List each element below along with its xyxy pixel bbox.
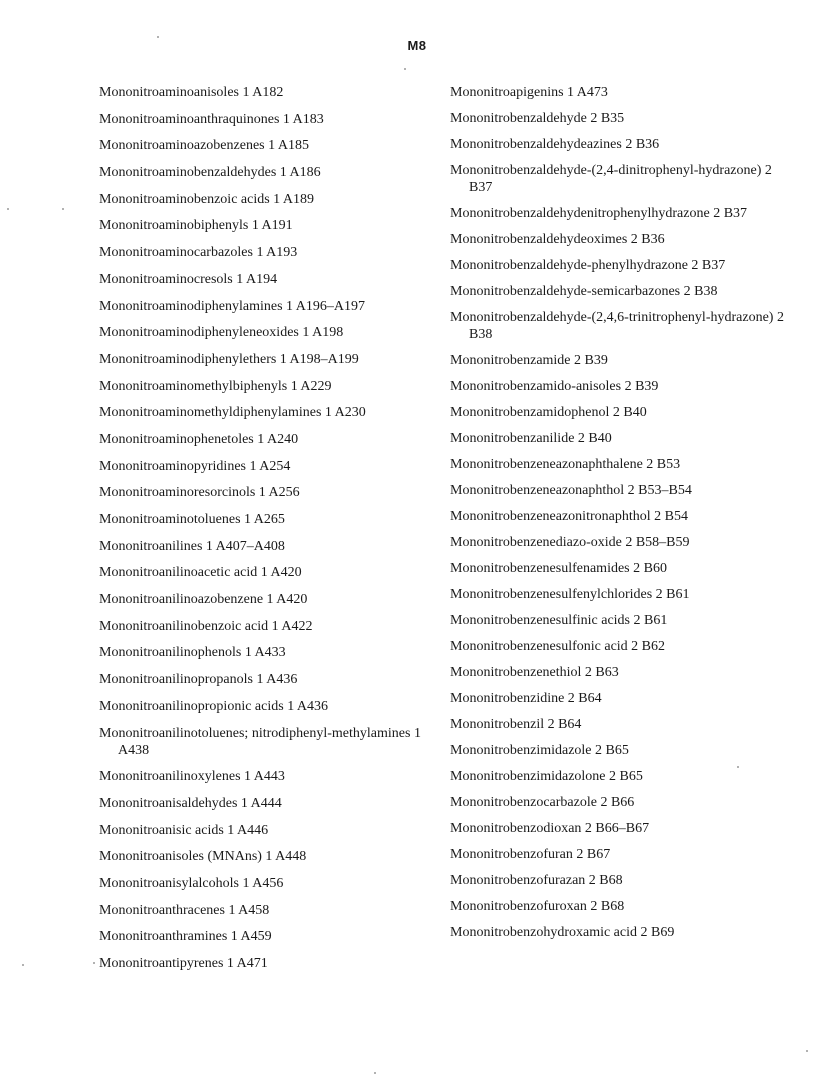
index-entry: Mononitroantipyrenes 1 A471 — [99, 956, 268, 971]
index-entry: Mononitrobenzaldehyde-semicarbazones 2 B38 — [450, 284, 718, 299]
index-column-left — [99, 84, 444, 982]
index-entry: Mononitroapigenins 1 A473 — [450, 85, 608, 100]
index-entry: Mononitroanilinopropanols 1 A436 — [99, 672, 298, 688]
index-entry: Mononitroanilinopropionic acids 1 A436 — [99, 698, 329, 714]
index-entry: Mononitrobenzenesulfinic acids 2 B61 — [450, 613, 668, 628]
index-entry: Mononitrobenzaldehyde-phenylhydrazone 2 B37 — [450, 258, 726, 273]
index-entry: Mononitrobenzofuran 2 B67 — [450, 847, 611, 862]
scan-speck — [157, 36, 159, 38]
index-entry: Mononitroaminobiphenyls 1 A191 — [99, 218, 293, 234]
index-entry: Mononitroaminopyridines 1 A254 — [99, 458, 291, 474]
index-entry: Mononitrobenzenesulfonic acid 2 B62 — [450, 639, 666, 654]
index-column-right — [450, 84, 795, 950]
scan-speck — [22, 964, 24, 966]
index-entry: Mononitrobenzenesulfenylchlorides 2 B61 — [450, 587, 690, 602]
index-entry: Mononitrobenzamide 2 B39 — [450, 353, 608, 368]
index-entry: Mononitroanthramines 1 A459 — [99, 929, 272, 945]
index-entry: Mononitroanilinoxylenes 1 A443 — [99, 769, 285, 785]
index-entry: Mononitroanisic acids 1 A446 — [99, 822, 269, 838]
index-entry: Mononitrobenzaldehydeazines 2 B36 — [450, 137, 660, 152]
index-entry: Mononitrobenzimidazolone 2 B65 — [450, 769, 643, 784]
index-entry: Mononitrobenzofurazan 2 B68 — [450, 873, 623, 888]
scan-speck — [93, 962, 95, 964]
index-entry: Mononitroanilinoazobenzene 1 A420 — [99, 592, 308, 608]
index-entry: Mononitrobenzamido-anisoles 2 B39 — [450, 379, 659, 394]
index-entry: Mononitroaminocarbazoles 1 A193 — [99, 245, 298, 261]
index-entry: Mononitroaminobenzaldehydes 1 A186 — [99, 165, 321, 181]
index-entry: Mononitrobenzocarbazole 2 B66 — [450, 795, 635, 810]
index-entry: Mononitrobenzanilide 2 B40 — [450, 431, 612, 446]
index-entry: Mononitroaminoresorcinols 1 A256 — [99, 485, 300, 501]
index-entry: Mononitroanilinophenols 1 A433 — [99, 645, 286, 661]
index-entry: Mononitrobenzeneazonaphthalene 2 B53 — [450, 457, 681, 472]
index-entry: Mononitrobenzenesulfenamides 2 B60 — [450, 561, 667, 576]
index-entry: Mononitrobenzenediazo-oxide 2 B58–B59 — [450, 535, 690, 550]
index-entry: Mononitroanilinobenzoic acid 1 A422 — [99, 618, 313, 634]
scan-speck — [7, 208, 9, 210]
index-entry: Mononitroanilinoacetic acid 1 A420 — [99, 565, 302, 581]
page-number: M8 — [407, 38, 427, 53]
index-entry: Mononitrobenzamidophenol 2 B40 — [450, 405, 647, 420]
index-entry: Mononitroaminodiphenylamines 1 A196–A197 — [99, 298, 365, 314]
index-entry: Mononitroaminobenzoic acids 1 A189 — [99, 191, 315, 207]
index-entry: Mononitrobenzeneazonaphthol 2 B53–B54 — [450, 483, 692, 498]
index-entry: Mononitroanthracenes 1 A458 — [99, 902, 270, 918]
scan-speck — [374, 1072, 376, 1074]
scan-speck — [737, 766, 739, 768]
index-entry: Mononitrobenzimidazole 2 B65 — [450, 743, 629, 758]
index-entry: Mononitroaminotoluenes 1 A265 — [99, 512, 285, 527]
index-entry: Mononitroanisoles (MNAns) 1 A448 — [99, 849, 307, 865]
index-entry: Mononitrobenzohydroxamic acid 2 B69 — [450, 925, 675, 940]
index-entry: Mononitroaminodiphenylethers 1 A198–A199 — [99, 351, 359, 367]
index-entry: Mononitrobenzaldehydenitrophenylhydrazone 2 B37 — [450, 206, 748, 221]
scan-speck — [404, 68, 406, 70]
index-entry: Mononitrobenzaldehydeoximes 2 B36 — [450, 232, 665, 247]
index-entry: Mononitrobenzaldehyde 2 B35 — [450, 111, 625, 126]
index-entry: Mononitrobenzidine 2 B64 — [450, 691, 602, 706]
index-entry: Mononitroaminomethyldiphenylamines 1 A230 — [99, 405, 366, 421]
index-entry: Mononitroaminoanthraquinones 1 A183 — [99, 111, 324, 127]
scan-speck — [62, 208, 64, 210]
index-entry: Mononitroaminoanisoles 1 A182 — [99, 85, 284, 100]
index-entry: Mononitroaminomethylbiphenyls 1 A229 — [99, 378, 332, 394]
index-entry: Mononitrobenzodioxan 2 B66–B67 — [450, 821, 650, 836]
index-entry: Mononitroanilines 1 A407–A408 — [99, 538, 285, 554]
index-entry: Mononitrobenzeneazonitronaphthol 2 B54 — [450, 509, 688, 524]
index-entry: Mononitroaminophenetoles 1 A240 — [99, 431, 299, 447]
index-entry: Mononitroaminocresols 1 A194 — [99, 271, 278, 287]
index-entry: Mononitroanisylalcohols 1 A456 — [99, 875, 284, 891]
index-entry: Mononitrobenzenethiol 2 B63 — [450, 665, 619, 680]
index-entry: Mononitrobenzofuroxan 2 B68 — [450, 899, 625, 914]
index-entry: Mononitrobenzaldehyde-(2,4,6-trinitrophenyl-hydrazone) 2 B38 — [450, 310, 784, 342]
index-entry: Mononitroanisaldehydes 1 A444 — [99, 795, 282, 811]
index-entry: Mononitroaminodiphenyleneoxides 1 A198 — [99, 325, 344, 341]
index-entry: Mononitrobenzil 2 B64 — [450, 717, 582, 732]
scan-speck — [806, 1050, 808, 1052]
index-entry: Mononitroanilinotoluenes; nitrodiphenyl-methylamines 1 A438 — [99, 725, 421, 758]
index-entry: Mononitrobenzaldehyde-(2,4-dinitrophenyl-hydrazone) 2 B37 — [450, 163, 772, 195]
index-entry: Mononitroaminoazobenzenes 1 A185 — [99, 138, 309, 154]
